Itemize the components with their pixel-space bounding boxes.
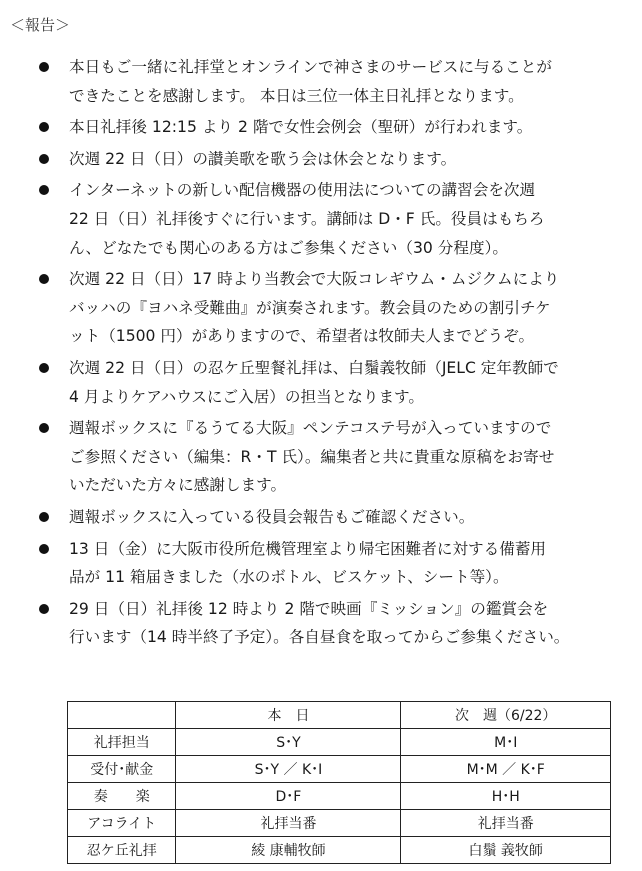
table-row [68, 810, 611, 837]
table-cell: 礼拝当番 [401, 810, 611, 837]
bullet-icon [39, 423, 49, 433]
list-item [0, 535, 642, 592]
list-item-text: 週報ボックスに入っている役員会報告もご確認ください。 [69, 507, 475, 526]
bullet-icon [39, 544, 49, 554]
report-list [0, 53, 642, 655]
list-item [0, 145, 642, 174]
table-row [68, 756, 611, 783]
list-item [0, 53, 642, 110]
list-item [0, 265, 642, 351]
table-cell: S･Y [176, 729, 401, 756]
row-label: 礼拝担当 [68, 729, 176, 756]
table-header-cell: 本 日 [176, 702, 401, 729]
table-cell: M･M ／ K･F [401, 756, 611, 783]
list-item [0, 414, 642, 500]
table-header-cell: 次 週（6/22） [401, 702, 611, 729]
list-item [0, 595, 642, 652]
list-item-text: 29 日（日）礼拝後 12 時より 2 階で映画『ミッション』の鑑賞会を 行います（14 時半終了予定）。各自昼食を取ってからご参集ください。 [69, 599, 570, 647]
schedule-table [67, 701, 611, 864]
table-cell: M･I [401, 729, 611, 756]
row-label: 受付･献金 [68, 756, 176, 783]
bullet-icon [39, 363, 49, 373]
list-item-text: 週報ボックスに『るうてる大阪』ペンテコステ号が入っていますので ご参照ください（編集：R・T 氏）。編集者と共に貴重な原稿をお寄せ いただいた方々に感謝します。 [69, 419, 555, 495]
list-item [0, 503, 642, 532]
bullet-icon [39, 274, 49, 284]
table-cell: H･H [401, 783, 611, 810]
table-row [68, 729, 611, 756]
table-row [68, 837, 611, 864]
row-label: 忍ケ丘礼拝 [68, 837, 176, 864]
bullet-icon [39, 154, 49, 164]
list-item-text: 次週 22 日（日）17 時より当教会で大阪コレギウム・ムジクムにより バッハの『ヨハネ受難曲』が演奏されます。教会員のための割引チケ ット（1500 円）がありますので、希望者は牧師夫人までどうぞ。 [69, 270, 560, 346]
table-header-cell [68, 702, 176, 729]
list-item-text: 次週 22 日（日）の讃美歌を歌う会は休会となります。 [69, 149, 457, 168]
list-item-text: 次週 22 日（日）の忍ケ丘聖餐礼拝は、白鬚義牧師（JELC 定年教師で 4 月よりケアハウスにご入居）の担当となります。 [69, 358, 559, 406]
list-item-text: 本日もご一緒に礼拝堂とオンラインで神さまのサービスに与ることが できたことを感謝します。 本日は三位一体主日礼拝となります。 [69, 58, 552, 105]
table-cell: D･F [176, 783, 401, 810]
bullet-icon [39, 512, 49, 522]
list-item-text: インターネットの新しい配信機器の使用法についての講習会を次週 22 日（日）礼拝後すぐに行います。講師は D・F 氏。役員はもちろ ん、どなたでも関心のある方はご参集ください（30 分程度）。 [69, 181, 545, 257]
section-heading: ＜報告＞ [10, 16, 71, 34]
row-label: 奏 楽 [68, 783, 176, 810]
row-label: アコライト [68, 810, 176, 837]
table-cell: 白鬚 義牧師 [401, 837, 611, 864]
bullet-icon [39, 185, 49, 195]
table-cell: 礼拝当番 [176, 810, 401, 837]
table-row [68, 783, 611, 810]
bullet-icon [39, 122, 49, 132]
table-cell: S･Y ／ K･I [176, 756, 401, 783]
list-item [0, 354, 642, 411]
list-item [0, 176, 642, 262]
table-cell: 綾 康輔牧師 [176, 837, 401, 864]
bullet-icon [39, 62, 49, 72]
bullet-icon [39, 604, 49, 614]
list-item-text: 13 日（金）に大阪市役所危機管理室より帰宅困難者に対する備蓄用 品が 11 箱届きました（水のボトル、ビスケット、シート等）。 [69, 539, 547, 587]
list-item-text: 本日礼拝後 12:15 より 2 階で女性会例会（聖研）が行われます。 [69, 118, 533, 137]
list-item [0, 113, 642, 142]
table-header-row [68, 702, 611, 729]
